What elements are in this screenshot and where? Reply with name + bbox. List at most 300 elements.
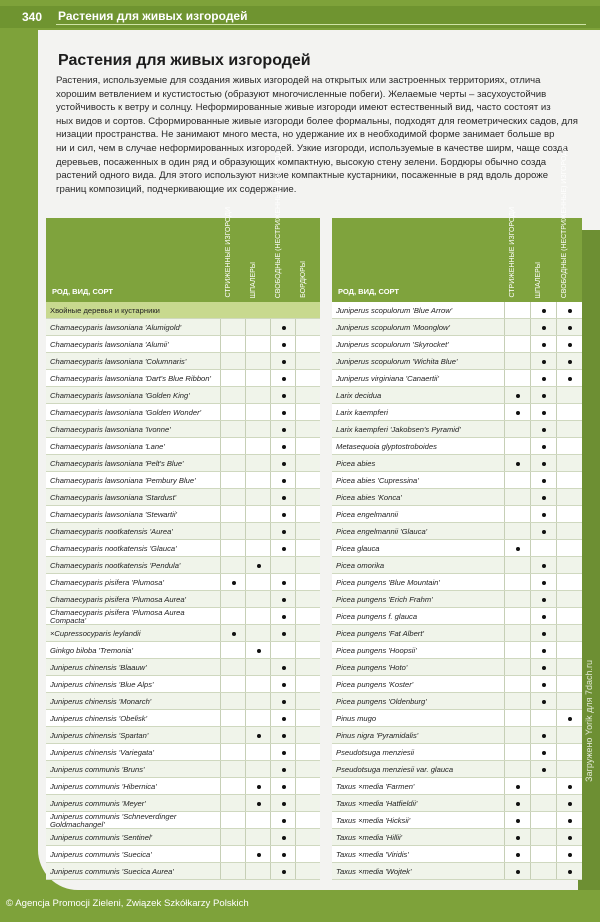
table-cell [245, 404, 270, 420]
table-cell [295, 710, 320, 726]
table-cell [270, 795, 295, 811]
plant-name: Chamaecyparis lawsoniana 'Stardust' [50, 492, 177, 502]
plant-name: Juniperus communis 'Schneverdinger Goldmachangel' [50, 813, 177, 829]
table-cell [245, 642, 270, 658]
table-cell [556, 574, 582, 590]
plant-name: Picea glauca [336, 543, 380, 553]
table-cell [270, 778, 295, 794]
table-cell [530, 642, 556, 658]
suitability-dot [516, 836, 520, 840]
table-cell [245, 676, 270, 692]
table-cell [270, 523, 295, 539]
table-row [332, 421, 582, 438]
plant-name: Chamaecyparis lawsoniana 'Ivonne' [50, 424, 171, 434]
table-cell [295, 574, 320, 590]
suitability-dot [542, 428, 546, 432]
column-header-c3: СВОБОДНЫЕ (НЕСТРИЖЕННЫЕ) ИЗГОРОДИ [274, 145, 282, 298]
table-cell [270, 540, 295, 556]
table-row [332, 863, 582, 880]
table-row [332, 506, 582, 523]
article-intro [56, 74, 600, 196]
plant-name: Picea pungens 'Hoto' [336, 662, 408, 672]
suitability-dot [232, 632, 236, 636]
table-cell [270, 710, 295, 726]
plant-name: Хвойные деревья и кустарники [50, 305, 160, 315]
suitability-dot [282, 615, 286, 619]
table-cell [295, 863, 320, 879]
table-row [46, 761, 320, 778]
table-row [46, 387, 320, 404]
table-cell [295, 812, 320, 828]
table-row [332, 829, 582, 846]
table-cell [220, 795, 245, 811]
table-cell [504, 523, 530, 539]
suitability-dot [282, 326, 286, 330]
table-cell [295, 829, 320, 845]
suitability-dot [282, 683, 286, 687]
table-cell [295, 506, 320, 522]
table-cell [530, 812, 556, 828]
table-cell [295, 761, 320, 777]
table-cell [504, 846, 530, 862]
table-cell [245, 761, 270, 777]
table-row [46, 404, 320, 421]
table-cell [530, 302, 556, 318]
table-cell [504, 540, 530, 556]
table-cell [556, 642, 582, 658]
table-cell [295, 319, 320, 335]
plant-name: Picea pungens 'Koster' [336, 679, 414, 689]
table-cell [504, 795, 530, 811]
table-cell [556, 370, 582, 386]
suitability-dot [516, 870, 520, 874]
table-cell [295, 336, 320, 352]
plant-name: Chamaecyparis lawsoniana 'Pembury Blue' [50, 475, 196, 485]
table-cell [556, 506, 582, 522]
section-row [46, 302, 320, 319]
running-header-title: Растения для живых изгородей [58, 9, 248, 23]
table-cell [220, 387, 245, 403]
table-row [46, 812, 320, 829]
suitability-dot [568, 870, 572, 874]
table-cell [556, 744, 582, 760]
plant-name: Picea engelmannii [336, 509, 399, 519]
table-cell [270, 472, 295, 488]
table-cell [220, 557, 245, 573]
table-cell [530, 710, 556, 726]
table-cell [295, 370, 320, 386]
plant-name: Pinus nigra 'Pyramidalis' [336, 730, 419, 740]
table-row [46, 795, 320, 812]
table-cell [295, 489, 320, 505]
table-cell [270, 693, 295, 709]
table-cell [220, 574, 245, 590]
table-cell [556, 727, 582, 743]
table-cell [504, 676, 530, 692]
table-row [46, 336, 320, 353]
table-row [332, 659, 582, 676]
table-cell [556, 591, 582, 607]
suitability-dot [282, 394, 286, 398]
plant-name: Juniperus scopulorum 'Moonglow' [336, 322, 450, 332]
table-row [332, 489, 582, 506]
table-cell [295, 659, 320, 675]
plant-name: Juniperus communis 'Suecica' [50, 849, 152, 859]
table-cell [530, 336, 556, 352]
table-cell [295, 421, 320, 437]
plant-name: Picea omorika [336, 560, 385, 570]
table-cell [220, 608, 245, 624]
table-cell [504, 693, 530, 709]
table-cell [556, 676, 582, 692]
table-cell [556, 387, 582, 403]
table-cell [270, 557, 295, 573]
plant-name: Chamaecyparis lawsoniana 'Pelt's Blue' [50, 458, 184, 468]
table-cell [245, 489, 270, 505]
suitability-dot [282, 751, 286, 755]
suitability-dot [232, 581, 236, 585]
table-row [46, 438, 320, 455]
plant-name: Taxus ×media 'Farmen' [336, 781, 415, 791]
table-cell [270, 642, 295, 658]
plant-name: Taxus ×media 'Hicksii' [336, 815, 411, 825]
suitability-dot [568, 360, 572, 364]
table-row [46, 370, 320, 387]
table-row [332, 812, 582, 829]
table-row [332, 302, 582, 319]
suitability-dot [282, 513, 286, 517]
table-row [46, 727, 320, 744]
table-cell [295, 455, 320, 471]
plant-name: Juniperus communis 'Bruns' [50, 764, 145, 774]
suitability-dot [516, 853, 520, 857]
suitability-dot [257, 649, 261, 653]
table-cell [556, 319, 582, 335]
table-cell [245, 659, 270, 675]
suitability-dot [282, 666, 286, 670]
table-header [332, 145, 582, 302]
suitability-dot [542, 598, 546, 602]
table-cell [245, 608, 270, 624]
intro-line: устойчивость к ветру и солнцу. Неформированные живые изгороди имеют естественный вид, часто состоят из [56, 102, 551, 114]
plant-name: Picea pungens f. glauca [336, 611, 418, 621]
table-cell [295, 642, 320, 658]
table-cell [220, 472, 245, 488]
table-cell [220, 693, 245, 709]
table-cell [270, 387, 295, 403]
plants-table-right [332, 145, 582, 880]
table-row [332, 795, 582, 812]
table-cell [530, 727, 556, 743]
plant-name: Pseudotsuga menziesii [336, 747, 415, 757]
suitability-dot [257, 785, 261, 789]
column-header-c2: ШПАЛЕРЫ [249, 261, 257, 298]
suitability-dot [542, 309, 546, 313]
table-cell [530, 421, 556, 437]
table-cell [270, 625, 295, 641]
table-cell [220, 778, 245, 794]
table-cell [556, 778, 582, 794]
suitability-dot [542, 360, 546, 364]
table-cell [245, 421, 270, 437]
intro-line: границ композиций, подчеркивающие их содержание. [56, 183, 297, 195]
table-cell [295, 846, 320, 862]
suitability-dot [542, 751, 546, 755]
suitability-dot [568, 717, 572, 721]
plant-name: Chamaecyparis lawsoniana 'Dart's Blue Ribbon' [50, 373, 211, 383]
suitability-dot [516, 547, 520, 551]
table-cell [220, 846, 245, 862]
table-cell [220, 506, 245, 522]
table-row [46, 557, 320, 574]
table-cell [295, 625, 320, 641]
table-cell [556, 846, 582, 862]
table-cell [245, 472, 270, 488]
suitability-dot [516, 411, 520, 415]
table-row [332, 846, 582, 863]
table-cell [530, 438, 556, 454]
plant-name: Pseudotsuga menziesii var. glauca [336, 764, 454, 774]
table-cell [270, 353, 295, 369]
table-cell [504, 591, 530, 607]
table-cell [504, 506, 530, 522]
table-row [46, 421, 320, 438]
table-row [46, 472, 320, 489]
table-row [332, 625, 582, 642]
table-cell [504, 421, 530, 437]
table-row [46, 353, 320, 370]
table-row [46, 319, 320, 336]
suitability-dot [568, 836, 572, 840]
suitability-dot [282, 411, 286, 415]
intro-line: хорошим ветвлением и кустистостью (образуют многочисленные побеги). Желаемые черты – засухоустойчив [56, 88, 547, 100]
table-row [46, 846, 320, 863]
suitability-dot [257, 734, 261, 738]
table-cell [530, 540, 556, 556]
table-row [332, 336, 582, 353]
table-row [332, 557, 582, 574]
table-cell [245, 795, 270, 811]
suitability-dot [542, 445, 546, 449]
table-cell [295, 523, 320, 539]
table-cell [220, 812, 245, 828]
table-cell [556, 404, 582, 420]
suitability-dot [282, 530, 286, 534]
table-cell [220, 591, 245, 607]
table-row [332, 387, 582, 404]
table-row [332, 540, 582, 557]
plant-name: Chamaecyparis lawsoniana 'Alumii' [50, 339, 169, 349]
plant-name: Taxus ×media 'Wojtek' [336, 866, 412, 876]
table-cell [245, 353, 270, 369]
table-cell [220, 523, 245, 539]
table-cell [504, 625, 530, 641]
table-row [332, 727, 582, 744]
suitability-dot [542, 632, 546, 636]
table-cell [504, 455, 530, 471]
plant-name: Chamaecyparis pisifera 'Plumosa' [50, 577, 164, 587]
table-cell [220, 489, 245, 505]
table-cell [556, 523, 582, 539]
plant-name: Chamaecyparis nootkatensis 'Glauca' [50, 543, 177, 553]
plant-name: Picea pungens 'Erich Frahm' [336, 594, 433, 604]
table-row [46, 693, 320, 710]
table-cell [504, 761, 530, 777]
plant-name: Juniperus virginiana 'Canaertii' [336, 373, 439, 383]
suitability-dot [568, 343, 572, 347]
table-cell [270, 761, 295, 777]
table-cell [245, 574, 270, 590]
table-cell [530, 319, 556, 335]
table-cell [504, 472, 530, 488]
table-cell [220, 642, 245, 658]
table-cell [556, 540, 582, 556]
table-row [332, 319, 582, 336]
table-cell [295, 744, 320, 760]
plant-name: Larix kaempferi 'Jakobsen's Pyramid' [336, 424, 461, 434]
suitability-dot [282, 734, 286, 738]
plant-name: Juniperus scopulorum 'Skyrocket' [336, 339, 449, 349]
suitability-dot [542, 530, 546, 534]
table-row [46, 625, 320, 642]
table-cell [504, 353, 530, 369]
table-row [332, 472, 582, 489]
table-cell [295, 795, 320, 811]
table-cell [295, 727, 320, 743]
table-cell [270, 455, 295, 471]
suitability-dot [282, 479, 286, 483]
suitability-dot [282, 377, 286, 381]
suitability-dot [516, 819, 520, 823]
table-cell [530, 387, 556, 403]
table-cell [245, 438, 270, 454]
table-row [332, 523, 582, 540]
plant-name: Picea engelmannii 'Glauca' [336, 526, 428, 536]
table-row [46, 829, 320, 846]
plant-name: Chamaecyparis lawsoniana 'Stewartii' [50, 509, 177, 519]
table-cell [270, 591, 295, 607]
table-cell [556, 608, 582, 624]
plant-name: Metasequoia glyptostroboides [336, 441, 437, 451]
table-cell [270, 319, 295, 335]
table-row [332, 574, 582, 591]
table-row [46, 591, 320, 608]
suitability-dot [282, 632, 286, 636]
intro-line: ных видов и сортов. Сформированные живые изгороди более формальны, подходят для геометрических садов, для [56, 115, 578, 127]
table-cell [295, 438, 320, 454]
table-cell [530, 863, 556, 879]
table-cell [556, 693, 582, 709]
plant-name: Taxus ×media 'Hatfieldii' [336, 798, 418, 808]
column-header-c3: СВОБОДНЫЕ (НЕСТРИЖЕННЫЕ) ИЗГОРОДИ [561, 145, 568, 298]
suitability-dot [257, 853, 261, 857]
table-cell [270, 404, 295, 420]
plant-name: Chamaecyparis lawsoniana 'Columnaris' [50, 356, 187, 366]
suitability-dot [568, 785, 572, 789]
plant-name: Juniperus chinensis 'Spartan' [50, 730, 149, 740]
plant-name: Chamaecyparis nootkatensis 'Aurea' [50, 526, 173, 536]
table-cell [556, 863, 582, 879]
table-cell [245, 829, 270, 845]
table-cell [530, 676, 556, 692]
table-cell [556, 761, 582, 777]
table-cell [245, 693, 270, 709]
table-row [46, 778, 320, 795]
table-cell [504, 608, 530, 624]
table-row [46, 676, 320, 693]
suitability-dot [542, 683, 546, 687]
suitability-dot [568, 377, 572, 381]
plant-name: Ginkgo biloba 'Tremonia' [50, 645, 133, 655]
suitability-dot [542, 649, 546, 653]
table-cell [245, 557, 270, 573]
suitability-dot [257, 802, 261, 806]
plant-name: Chamaecyparis lawsoniana 'Golden Wonder' [50, 407, 202, 417]
column-header-c4: БОРДЮРЫ [299, 261, 307, 298]
table-cell [504, 370, 530, 386]
table-cell [245, 506, 270, 522]
table-cell [220, 336, 245, 352]
suitability-dot [568, 802, 572, 806]
suitability-dot [542, 666, 546, 670]
table-cell [245, 812, 270, 828]
table-cell [556, 353, 582, 369]
table-cell [504, 710, 530, 726]
table-cell [504, 744, 530, 760]
table-cell [530, 625, 556, 641]
table-cell [504, 659, 530, 675]
table-cell [530, 829, 556, 845]
suitability-dot [516, 462, 520, 466]
table-cell [220, 370, 245, 386]
table-cell [504, 829, 530, 845]
suitability-dot [542, 700, 546, 704]
suitability-dot [542, 768, 546, 772]
plant-name: Picea abies [336, 458, 376, 468]
table-row [332, 591, 582, 608]
table-cell [504, 302, 530, 318]
plant-name: Juniperus chinensis 'Variegata' [50, 747, 154, 757]
plant-name: Picea abies 'Cupressina' [336, 475, 419, 485]
suitability-dot [542, 326, 546, 330]
suitability-dot [516, 802, 520, 806]
plant-name: Larix decidua [336, 390, 382, 400]
table-cell [295, 540, 320, 556]
suitability-dot [568, 853, 572, 857]
suitability-dot [542, 411, 546, 415]
plant-name: Juniperus chinensis 'Monarch' [50, 696, 152, 706]
plant-name: Juniperus chinensis 'Blue Alps' [50, 679, 154, 689]
suitability-dot [282, 547, 286, 551]
table-row [46, 608, 320, 625]
suitability-dot [282, 360, 286, 364]
suitability-dot [542, 564, 546, 568]
suitability-dot [282, 819, 286, 823]
table-cell [504, 812, 530, 828]
table-cell [530, 761, 556, 777]
table-cell [270, 370, 295, 386]
table-row [46, 659, 320, 676]
suitability-dot [542, 479, 546, 483]
suitability-dot [568, 309, 572, 313]
plant-name: Juniperus chinensis 'Blaauw' [50, 662, 147, 672]
table-cell [245, 370, 270, 386]
table-cell [504, 778, 530, 794]
table-cell [556, 302, 582, 318]
plant-name: Juniperus chinensis 'Obelisk' [50, 713, 148, 723]
table-cell [295, 676, 320, 692]
table-cell [530, 353, 556, 369]
